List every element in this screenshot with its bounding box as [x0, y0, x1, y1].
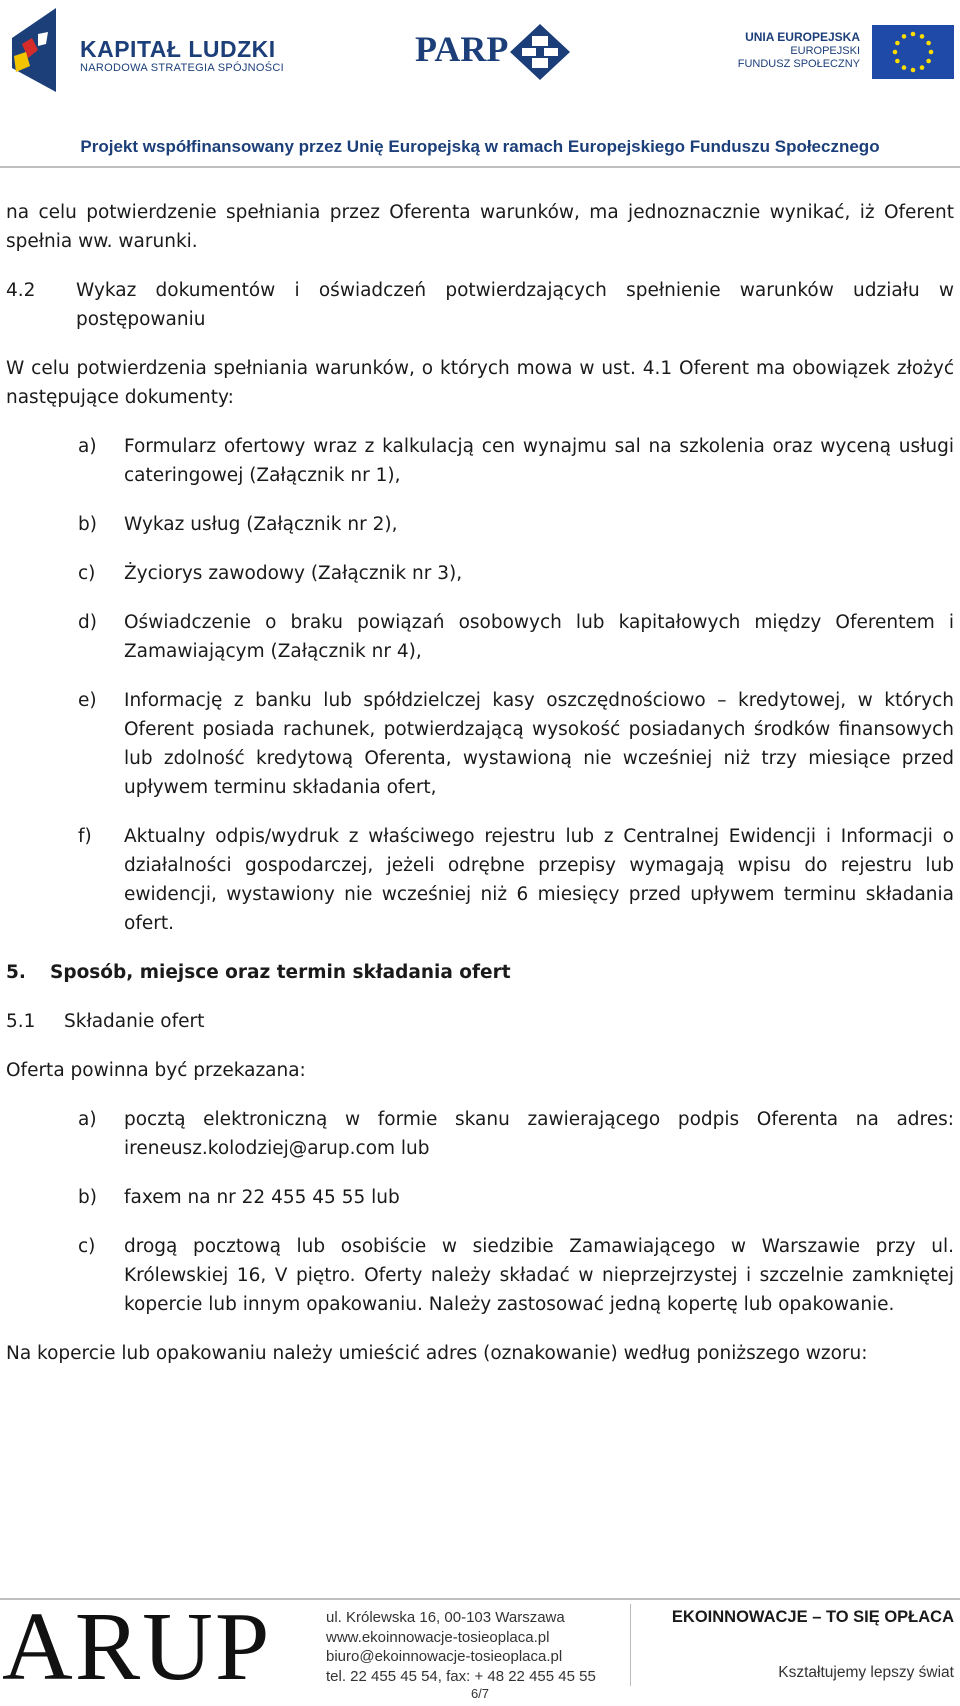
kapital-ludzki-subtitle: NARODOWA STRATEGIA SPÓJNOŚCI — [80, 62, 284, 74]
footer-address-line: tel. 22 455 45 54, fax: + 48 22 455 45 55 — [326, 1667, 596, 1685]
eu-subtitle-line-2: FUNDUSZ SPOŁECZNY — [737, 58, 860, 70]
section-5-1-title: Składanie ofert — [64, 1011, 205, 1032]
list-letter: f) — [78, 826, 92, 847]
document-body — [6, 198, 954, 1368]
eu-subtitle — [690, 45, 860, 71]
list-letter: d) — [78, 612, 97, 633]
list-text: Wykaz usług (Załącznik nr 2), — [124, 514, 398, 535]
closing-paragraph: Na kopercie lub opakowaniu należy umieścić adres (oznakowanie) według poniższego wzoru: — [6, 1343, 868, 1364]
list-text: drogą pocztową lub osobiście w siedzibie Zamawiającego w Warszawie przy ul. Królewskiej 16, V piętro. Oferty należy składać w nieprzejrzystej i szczelnie zamkniętej kopercie lub innym opakowaniu. Należy zastosować jedną kopertę lub opakowanie. — [124, 1236, 954, 1315]
list-item — [6, 608, 954, 666]
section-5-number: 5. — [6, 962, 26, 983]
delivery-channels-list — [6, 1105, 954, 1319]
list-text: Życiorys zawodowy (Załącznik nr 3), — [124, 563, 463, 584]
parp-wordmark: PARP — [415, 29, 509, 69]
list-item — [6, 822, 954, 938]
page-number: 6/7 — [470, 1686, 490, 1701]
list-text: Formularz ofertowy wraz z kalkulacją cen wynajmu sal na szkolenia oraz wyceną usługi cateringowej (Załącznik nr 1), — [124, 436, 954, 486]
header-divider — [0, 166, 960, 168]
list-letter: c) — [78, 1236, 96, 1257]
list-text: faxem na nr 22 455 45 55 lub — [124, 1187, 400, 1208]
list-letter: c) — [78, 563, 96, 584]
project-cofinancing-note: Projekt współfinansowany przez Unię Europejską w ramach Europejskiego Funduszu Społecznego — [80, 137, 880, 156]
section-5-title: Sposób, miejsce oraz termin składania ofert — [50, 962, 511, 983]
list-letter: b) — [78, 514, 97, 535]
list-letter: a) — [78, 436, 97, 457]
kapital-ludzki-logo — [8, 8, 68, 92]
footer-address-line: ul. Królewska 16, 00-103 Warszawa — [326, 1609, 565, 1626]
list-item — [6, 510, 954, 539]
parp-diamond-icon — [508, 22, 572, 82]
section-5-1-heading — [6, 1007, 954, 1036]
intro-paragraph: na celu potwierdzenie spełniania przez Oferenta warunków, ma jednoznacznie wynikać, iż Oferent spełnia ww. warunki. — [6, 202, 954, 252]
required-documents-list — [6, 432, 954, 938]
footer-separator — [630, 1604, 631, 1686]
footer-address-line: biuro@ekoinnowacje-tosieoplaca.pl — [326, 1648, 563, 1665]
list-item — [6, 1105, 954, 1163]
kapital-ludzki-title: KAPITAŁ LUDZKI — [80, 36, 276, 62]
page-header — [0, 0, 960, 170]
section-5-heading — [6, 958, 954, 987]
section-4-2-lead: W celu potwierdzenia spełniania warunków, o których mowa w ust. 4.1 Oferent ma obowiązek złożyć następujące dokumenty: — [6, 358, 954, 408]
footer-address-line: www.ekoinnowacje-tosieoplaca.pl — [326, 1628, 550, 1646]
eu-subtitle-line-1: EUROPEJSKI — [790, 45, 860, 57]
section-5-1-number: 5.1 — [6, 1011, 36, 1032]
list-letter: e) — [78, 690, 97, 711]
arup-logo: ARUP — [2, 1593, 272, 1701]
list-text: Informację z banku lub spółdzielczej kasy oszczędnościowo – kredytowej, w których Oferent posiada rachunek, potwierdzającą wysokość posiadanych środków finansowych lub zdolność kredytową Oferenta, wystawioną nie wcześniej niż trzy miesiące przed upływem terminu składania ofert, — [124, 690, 954, 798]
list-item — [6, 1183, 954, 1212]
list-letter: b) — [78, 1187, 97, 1208]
list-text: pocztą elektroniczną w formie skanu zawierającego podpis Oferenta na adres: ireneusz.kolodziej@arup.com lub — [124, 1109, 954, 1159]
campaign-name: EKOINNOWACJE – TO SIĘ OPŁACA — [671, 1608, 954, 1626]
section-4-2-title: Wykaz dokumentów i oświadczeń potwierdzających spełnienie warunków udziału w postępowaniu — [76, 280, 954, 330]
list-item — [6, 1232, 954, 1319]
list-letter: a) — [78, 1109, 97, 1130]
section-4-2-number: 4.2 — [6, 280, 36, 301]
eu-title: UNIA EUROPEJSKA — [745, 30, 860, 44]
list-item — [6, 686, 954, 802]
section-4-2-heading — [6, 276, 954, 334]
list-item — [6, 559, 954, 588]
footer-motto: Kształtujemy lepszy świat — [778, 1664, 954, 1681]
eu-flag-icon — [872, 25, 954, 79]
footer-contact — [326, 1608, 596, 1686]
list-text: Aktualny odpis/wydruk z właściwego rejestru lub z Centralnej Ewidencji i Informacji o działalności gospodarczej, jeżeli odrębne przepisy wymagają wpisu do rejestru lub ewidencji, wystawiony nie wcześniej niż 6 miesięcy przed upływem terminu składania ofert. — [124, 826, 954, 934]
offer-delivery-lead: Oferta powinna być przekazana: — [6, 1060, 306, 1081]
list-text: Oświadczenie o braku powiązań osobowych lub kapitałowych między Oferentem i Zamawiającym (Załącznik nr 4), — [124, 612, 954, 662]
list-item — [6, 432, 954, 490]
